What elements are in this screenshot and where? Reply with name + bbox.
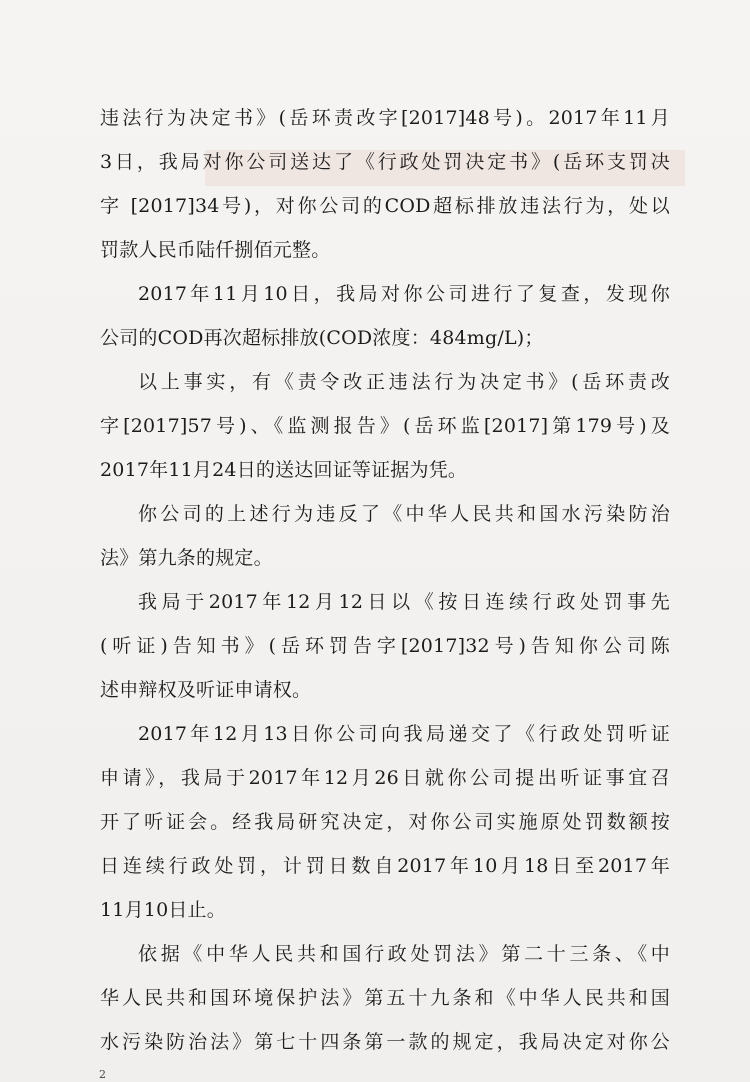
text-line: 2017年11月24日的送达回证等证据为凭。: [100, 459, 468, 481]
text-line: 法》第九条的规定。: [100, 547, 273, 569]
text-line: 述申辩权及听证申请权。: [100, 679, 312, 701]
text-line: 11月10日止。: [100, 899, 226, 921]
text-line: 依据《中华人民共和国行政处罚法》第二十三条、《中: [138, 943, 670, 965]
text-line: 以上事实，有《责令改正违法行为决定书》(岳环责改: [138, 371, 670, 393]
text-line: 开了听证会。经我局研究决定，对你公司实施原处罚数额按: [100, 811, 670, 833]
text-line: 日连续行政处罚，计罚日数自2017年10月18日至2017年: [100, 855, 670, 877]
text-line: 华人民共和国环境保护法》第五十九条和《中华人民共和国: [100, 987, 670, 1009]
text-line: 公司的COD再次超标排放(COD浓度：484mg/L)；: [100, 327, 544, 349]
text-line: 罚款人民币陆仟捌佰元整。: [100, 239, 331, 261]
text-line: 字[2017]57号)、《监测报告》(岳环监[2017]第179号)及: [100, 415, 670, 437]
text-line: 2017年12月13日你公司向我局递交了《行政处罚听证: [138, 723, 670, 745]
text-line: (听证)告知书》(岳环罚告字[2017]32号)告知你公司陈: [100, 635, 670, 657]
text-line: 你公司的上述行为违反了《中华人民共和国水污染防治: [138, 503, 670, 525]
text-line: 申请》，我局于2017年12月26日就你公司提出听证事宜召: [100, 767, 670, 789]
text-line: 2017年11月10日，我局对你公司进行了复查，发现你: [138, 283, 670, 305]
text-line: 字 [2017]34号)，对你公司的COD超标排放违法行为，处以: [100, 195, 670, 217]
text-line: 违法行为决定书》(岳环责改字[2017]48号)。2017年11月: [100, 107, 670, 129]
document-body: [100, 96, 670, 1064]
text-line: 我局于2017年12月12日以《按日连续行政处罚事先: [138, 591, 670, 613]
text-line: 3日，我局对你公司送达了《行政处罚决定书》(岳环支罚决: [100, 151, 670, 173]
page-number: 2: [99, 1068, 106, 1081]
text-line: 水污染防治法》第七十四条第一款的规定，我局决定对你公: [100, 1031, 670, 1053]
